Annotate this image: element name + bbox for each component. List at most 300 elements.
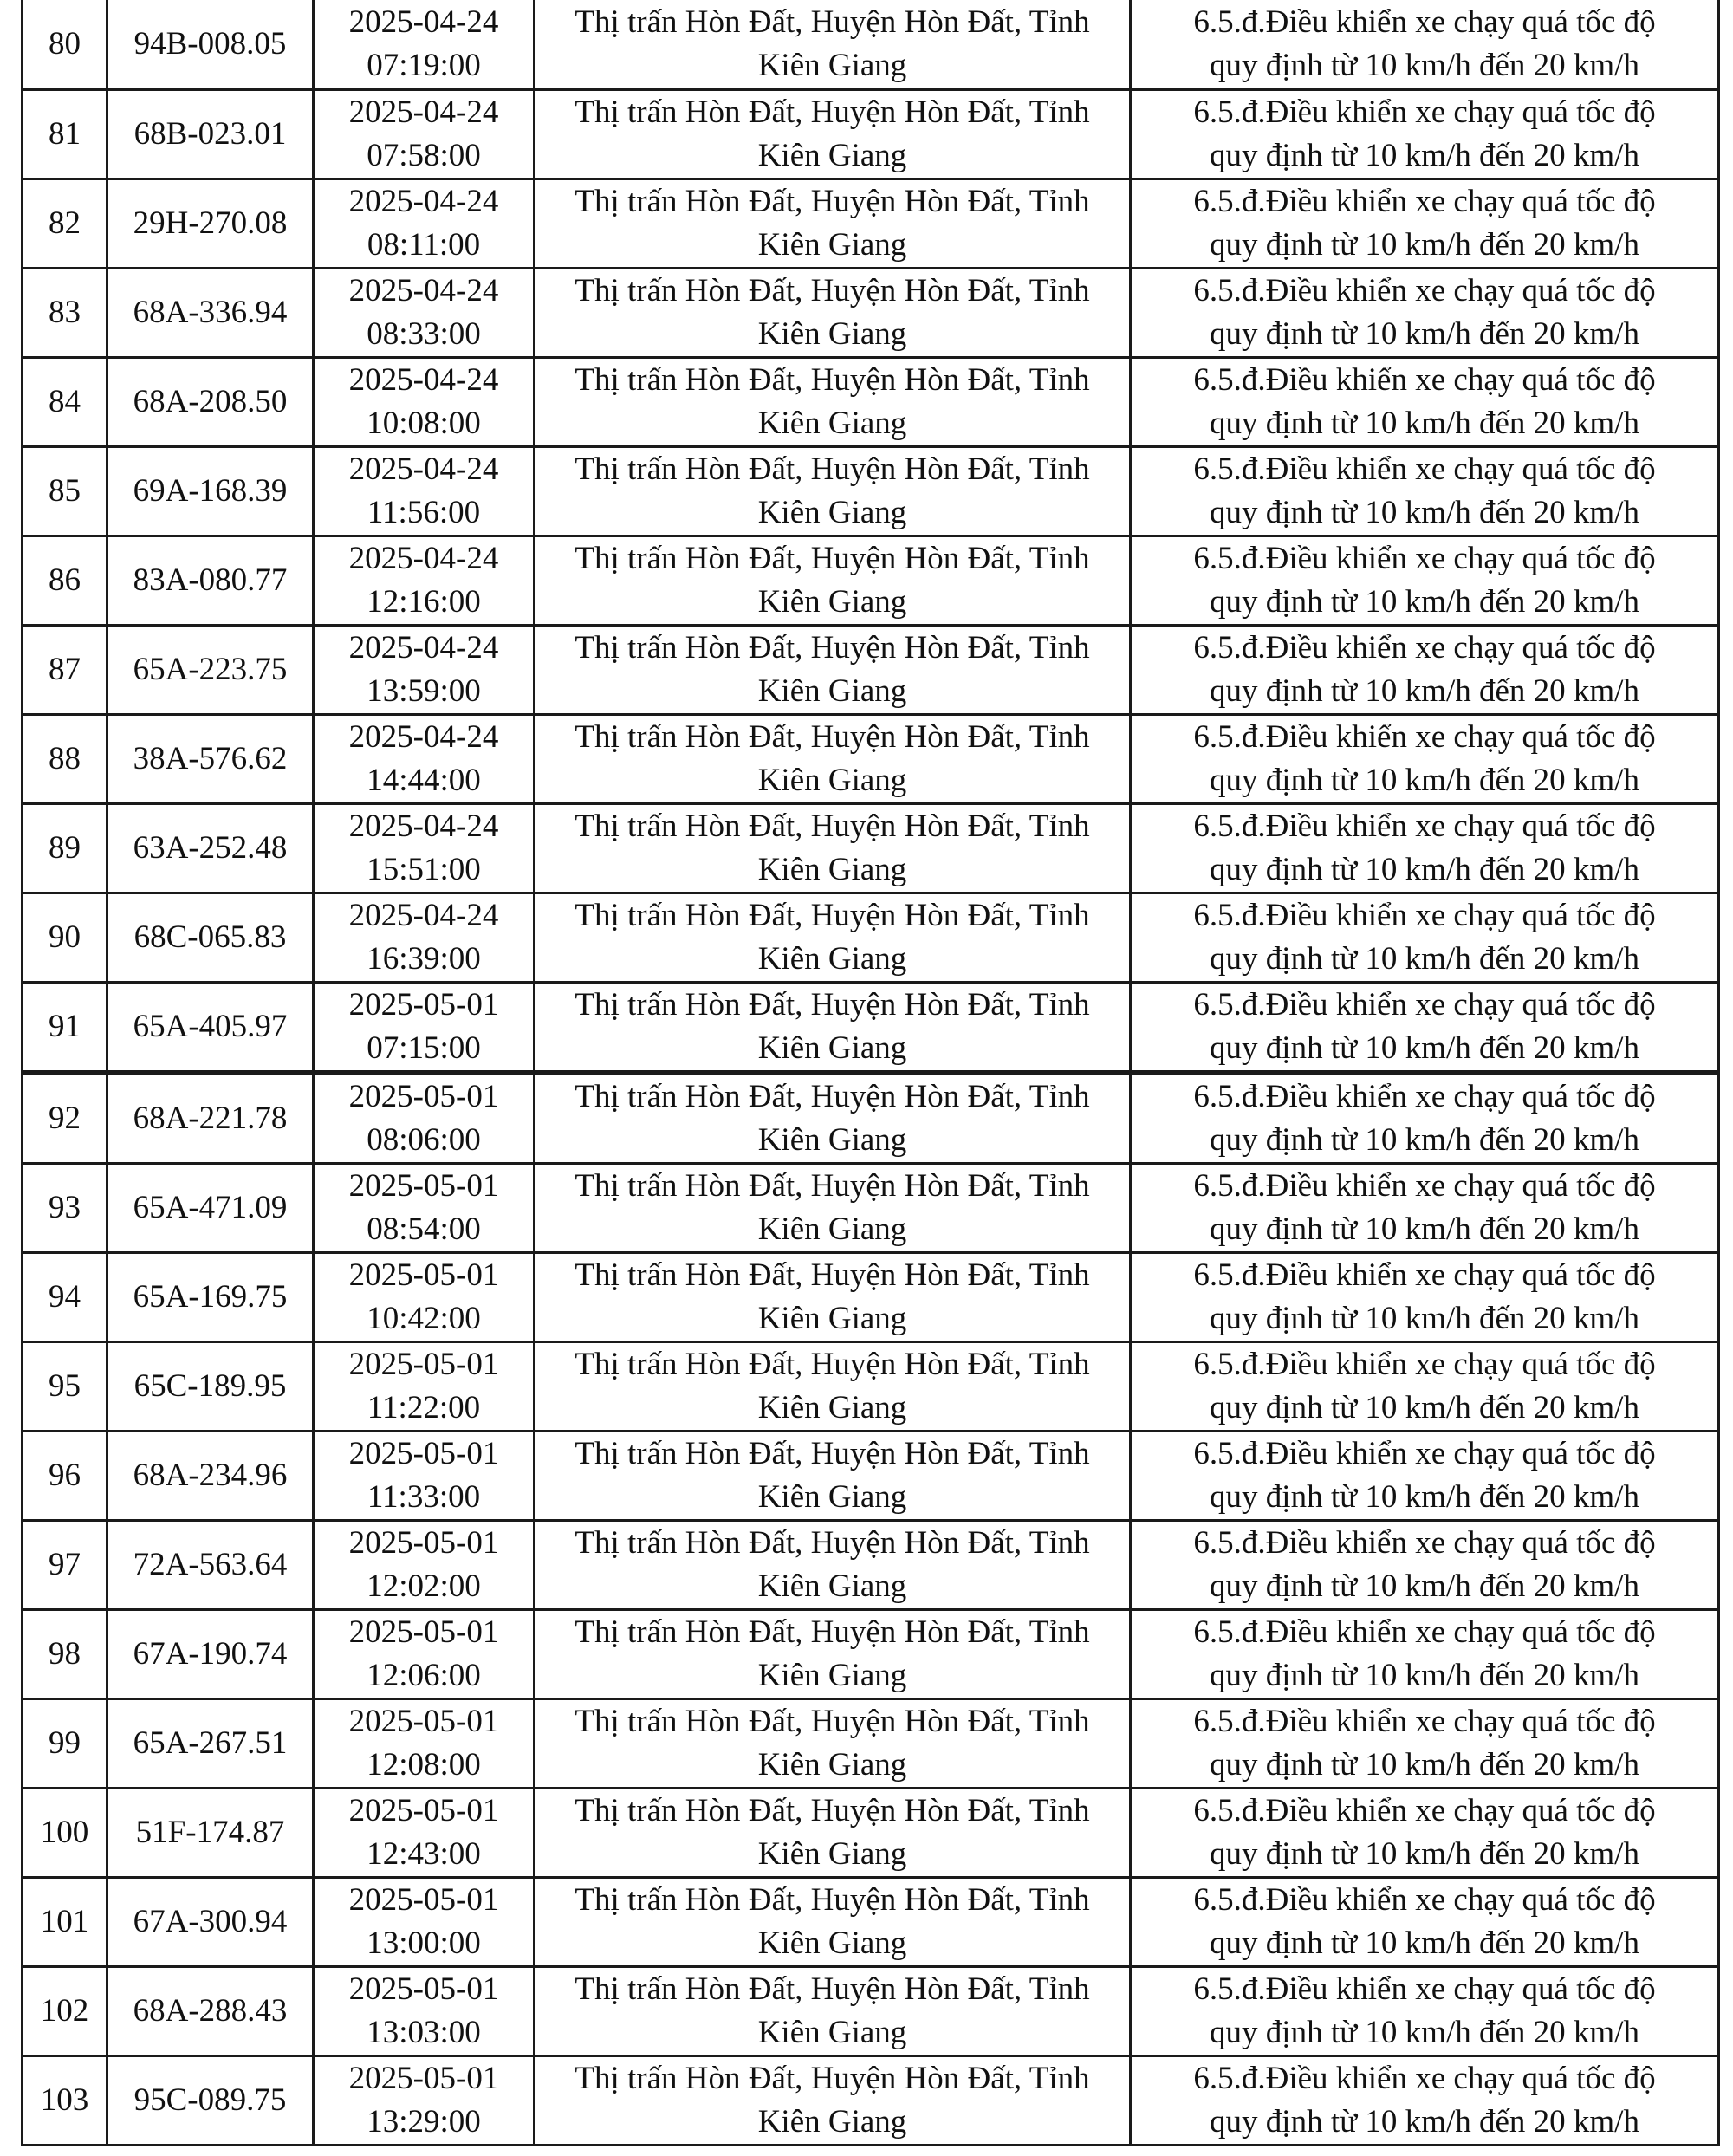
violation-time-cell: [314, 803, 535, 893]
row-number: 88: [49, 740, 81, 776]
location-line-2: Kiên Giang: [757, 1479, 907, 1515]
violation-date: 2025-05-01: [348, 1704, 499, 1739]
table-row: [23, 0, 1719, 89]
violation-line-1: 6.5.đ.Điều khiển xe chạy quá tốc độ: [1193, 540, 1656, 576]
violation-time-cell: [314, 1521, 535, 1610]
row-number: 102: [40, 1993, 89, 2029]
license-plate: 67A-190.74: [133, 1636, 288, 1672]
violation-time-cell: [314, 714, 535, 803]
license-plate: 69A-168.39: [133, 472, 288, 509]
row-number: 92: [49, 1101, 81, 1136]
license-plate: 65C-189.95: [133, 1368, 287, 1404]
location-cell: [535, 1253, 1131, 1342]
violation-time-cell: [314, 1699, 535, 1789]
row-number: 94: [49, 1279, 81, 1315]
row-number: 80: [49, 25, 81, 62]
violation-clock-time: 12:08:00: [367, 1747, 481, 1783]
violation-line-1: 6.5.đ.Điều khiển xe chạy quá tốc độ: [1193, 1257, 1656, 1293]
location-line-2: Kiên Giang: [757, 1301, 907, 1336]
location-line-1: Thị trấn Hòn Đất, Huyện Hòn Đất, Tỉnh: [574, 1168, 1090, 1204]
row-number: 97: [49, 1547, 81, 1582]
location-line-1: Thị trấn Hòn Đất, Huyện Hòn Đất, Tỉnh: [574, 2061, 1090, 2096]
location-line-1: Thị trấn Hòn Đất, Huyện Hòn Đất, Tỉnh: [574, 3, 1090, 40]
license-plate: 67A-300.94: [133, 1904, 288, 1939]
location-line-1: Thị trấn Hòn Đất, Huyện Hòn Đất, Tỉnh: [574, 1525, 1090, 1561]
violation-time-cell: [314, 0, 535, 89]
location-line-2: Kiên Giang: [757, 1747, 907, 1783]
location-line-1: Thị trấn Hòn Đất, Huyện Hòn Đất, Tỉnh: [574, 540, 1090, 576]
violation-line-2: quy định từ 10 km/h đến 20 km/h: [1210, 762, 1639, 798]
violation-clock-time: 08:33:00: [367, 315, 481, 352]
violation-date: 2025-05-01: [348, 1436, 499, 1471]
violation-clock-time: 15:51:00: [367, 851, 481, 887]
violation-cell: [1131, 893, 1719, 982]
location-line-2: Kiên Giang: [757, 1029, 907, 1066]
row-number-cell: [23, 1789, 107, 1878]
license-plate-cell: [107, 1699, 314, 1789]
location-line-2: Kiên Giang: [757, 1658, 907, 1693]
location-cell: [535, 268, 1131, 357]
license-plate-cell: [107, 0, 314, 89]
violation-line-2: quy định từ 10 km/h đến 20 km/h: [1210, 1925, 1639, 1961]
row-number: 87: [49, 651, 81, 687]
row-number-cell: [23, 2056, 107, 2146]
violation-cell: [1131, 803, 1719, 893]
row-number-cell: [23, 1878, 107, 1967]
location-cell: [535, 89, 1131, 179]
table-row: [23, 625, 1719, 714]
location-line-1: Thị trấn Hòn Đất, Huyện Hòn Đất, Tỉnh: [574, 1614, 1090, 1650]
violation-clock-time: 12:16:00: [367, 583, 481, 620]
violation-time-cell: [314, 357, 535, 446]
row-number: 99: [49, 1725, 81, 1761]
location-cell: [535, 714, 1131, 803]
violation-line-2: quy định từ 10 km/h đến 20 km/h: [1210, 315, 1639, 352]
license-plate-cell: [107, 1342, 314, 1432]
table-row: [23, 89, 1719, 179]
violation-time-cell: [314, 1164, 535, 1253]
location-line-1: Thị trấn Hòn Đất, Huyện Hòn Đất, Tỉnh: [574, 1704, 1090, 1739]
location-line-1: Thị trấn Hòn Đất, Huyện Hòn Đất, Tỉnh: [574, 1882, 1090, 1918]
violation-line-1: 6.5.đ.Điều khiển xe chạy quá tốc độ: [1193, 2061, 1656, 2096]
license-plate: 65A-471.09: [133, 1190, 288, 1225]
row-number: 96: [49, 1458, 81, 1493]
license-plate-cell: [107, 1967, 314, 2056]
license-plate-cell: [107, 625, 314, 714]
violation-cell: [1131, 2056, 1719, 2146]
location-line-2: Kiên Giang: [757, 583, 907, 620]
location-cell: [535, 536, 1131, 625]
location-cell: [535, 1521, 1131, 1610]
location-line-1: Thị trấn Hòn Đất, Huyện Hòn Đất, Tỉnh: [574, 718, 1090, 755]
license-plate: 65A-405.97: [133, 1008, 288, 1044]
row-number-cell: [23, 1521, 107, 1610]
violation-cell: [1131, 268, 1719, 357]
violation-cell: [1131, 536, 1719, 625]
license-plate: 95C-089.75: [133, 2082, 287, 2118]
violation-date: 2025-05-01: [348, 1614, 499, 1650]
violation-clock-time: 08:06:00: [367, 1122, 481, 1158]
violation-line-2: quy định từ 10 km/h đến 20 km/h: [1210, 494, 1639, 530]
row-number-cell: [23, 89, 107, 179]
violation-date: 2025-05-01: [348, 1079, 499, 1114]
location-line-2: Kiên Giang: [757, 1568, 907, 1604]
license-plate: 65A-223.75: [133, 651, 288, 687]
violation-clock-time: 11:22:00: [367, 1390, 481, 1425]
row-number-cell: [23, 357, 107, 446]
row-number-cell: [23, 625, 107, 714]
violation-line-1: 6.5.đ.Điều khiển xe chạy quá tốc độ: [1193, 1882, 1656, 1918]
violation-clock-time: 16:39:00: [367, 940, 481, 977]
violation-clock-time: 10:08:00: [367, 405, 481, 441]
violation-clock-time: 08:11:00: [367, 226, 481, 263]
row-number: 101: [40, 1904, 89, 1939]
license-plate-cell: [107, 1789, 314, 1878]
violation-line-1: 6.5.đ.Điều khiển xe chạy quá tốc độ: [1193, 3, 1656, 40]
license-plate: 68A-336.94: [133, 294, 288, 330]
license-plate: 51F-174.87: [135, 1815, 285, 1850]
violation-line-1: 6.5.đ.Điều khiển xe chạy quá tốc độ: [1193, 361, 1656, 398]
row-number: 91: [49, 1008, 81, 1044]
location-line-1: Thị trấn Hòn Đất, Huyện Hòn Đất, Tỉnh: [574, 1971, 1090, 2007]
violation-line-2: quy định từ 10 km/h đến 20 km/h: [1210, 1836, 1639, 1872]
violation-clock-time: 11:56:00: [367, 494, 481, 530]
row-number-cell: [23, 1253, 107, 1342]
location-line-1: Thị trấn Hòn Đất, Huyện Hòn Đất, Tỉnh: [574, 1436, 1090, 1471]
violation-cell: [1131, 1610, 1719, 1699]
violation-line-2: quy định từ 10 km/h đến 20 km/h: [1210, 1029, 1639, 1066]
location-line-1: Thị trấn Hòn Đất, Huyện Hòn Đất, Tỉnh: [574, 629, 1090, 666]
row-number-cell: [23, 1967, 107, 2056]
row-number-cell: [23, 982, 107, 1071]
violation-line-1: 6.5.đ.Điều khiển xe chạy quá tốc độ: [1193, 1614, 1656, 1650]
violation-line-2: quy định từ 10 km/h đến 20 km/h: [1210, 1301, 1639, 1336]
violation-line-1: 6.5.đ.Điều khiển xe chạy quá tốc độ: [1193, 808, 1656, 844]
violation-date: 2025-05-01: [348, 1882, 499, 1918]
violation-time-cell: [314, 1075, 535, 1164]
violation-clock-time: 11:33:00: [367, 1479, 481, 1515]
violation-time-cell: [314, 89, 535, 179]
row-number: 90: [49, 919, 81, 955]
license-plate: 68A-234.96: [133, 1458, 288, 1493]
license-plate-cell: [107, 1432, 314, 1521]
license-plate-cell: [107, 536, 314, 625]
table-row: [23, 803, 1719, 893]
violation-line-1: 6.5.đ.Điều khiển xe chạy quá tốc độ: [1193, 1971, 1656, 2007]
violation-date: 2025-05-01: [348, 1793, 499, 1828]
violation-cell: [1131, 982, 1719, 1071]
table-row: [23, 357, 1719, 446]
license-plate-cell: [107, 1610, 314, 1699]
violation-time-cell: [314, 1610, 535, 1699]
location-line-1: Thị trấn Hòn Đất, Huyện Hòn Đất, Tỉnh: [574, 1079, 1090, 1114]
row-number-cell: [23, 803, 107, 893]
table-row: [23, 1699, 1719, 1789]
violation-line-2: quy định từ 10 km/h đến 20 km/h: [1210, 47, 1639, 83]
license-plate-cell: [107, 357, 314, 446]
violation-cell: [1131, 1432, 1719, 1521]
row-number-cell: [23, 1610, 107, 1699]
violation-cell: [1131, 89, 1719, 179]
table-row: [23, 982, 1719, 1071]
row-number: 89: [49, 829, 81, 866]
violation-line-1: 6.5.đ.Điều khiển xe chạy quá tốc độ: [1193, 1525, 1656, 1561]
violation-date: 2025-04-24: [348, 272, 499, 308]
row-number: 83: [49, 294, 81, 330]
violation-clock-time: 12:06:00: [367, 1658, 481, 1693]
violation-line-1: 6.5.đ.Điều khiển xe chạy quá tốc độ: [1193, 183, 1656, 219]
license-plate-cell: [107, 803, 314, 893]
violation-cell: [1131, 1789, 1719, 1878]
violation-line-2: quy định từ 10 km/h đến 20 km/h: [1210, 2104, 1639, 2140]
violation-clock-time: 14:44:00: [367, 762, 481, 798]
location-cell: [535, 1610, 1131, 1699]
license-plate: 65A-267.51: [133, 1725, 288, 1761]
violation-date: 2025-04-24: [348, 183, 499, 219]
license-plate: 65A-169.75: [133, 1279, 288, 1315]
violation-date: 2025-05-01: [348, 1347, 499, 1382]
location-line-2: Kiên Giang: [757, 1122, 907, 1158]
location-line-1: Thị trấn Hòn Đất, Huyện Hòn Đất, Tỉnh: [574, 183, 1090, 219]
table-row: [23, 1789, 1719, 1878]
violation-line-2: quy định từ 10 km/h đến 20 km/h: [1210, 2015, 1639, 2050]
location-line-2: Kiên Giang: [757, 1211, 907, 1247]
license-plate-cell: [107, 268, 314, 357]
violation-cell: [1131, 625, 1719, 714]
violation-clock-time: 07:15:00: [367, 1029, 481, 1066]
violation-date: 2025-04-24: [348, 897, 499, 933]
location-line-1: Thị trấn Hòn Đất, Huyện Hòn Đất, Tỉnh: [574, 94, 1090, 130]
row-number: 81: [49, 115, 81, 152]
table-row: [23, 1432, 1719, 1521]
violation-line-2: quy định từ 10 km/h đến 20 km/h: [1210, 1122, 1639, 1158]
violation-cell: [1131, 1878, 1719, 1967]
row-number-cell: [23, 536, 107, 625]
location-line-1: Thị trấn Hòn Đất, Huyện Hòn Đất, Tỉnh: [574, 897, 1090, 933]
violation-line-2: quy định từ 10 km/h đến 20 km/h: [1210, 1390, 1639, 1425]
row-number: 93: [49, 1190, 81, 1225]
license-plate: 63A-252.48: [133, 829, 288, 866]
row-number-cell: [23, 1699, 107, 1789]
table-row: [23, 1521, 1719, 1610]
row-number: 86: [49, 562, 81, 598]
row-number: 103: [40, 2082, 89, 2118]
violation-time-cell: [314, 1789, 535, 1878]
location-line-2: Kiên Giang: [757, 47, 907, 83]
row-number-cell: [23, 1432, 107, 1521]
violation-cell: [1131, 1699, 1719, 1789]
violation-line-1: 6.5.đ.Điều khiển xe chạy quá tốc độ: [1193, 629, 1656, 666]
row-number-cell: [23, 714, 107, 803]
location-line-1: Thị trấn Hòn Đất, Huyện Hòn Đất, Tỉnh: [574, 272, 1090, 308]
license-plate-cell: [107, 2056, 314, 2146]
violation-time-cell: [314, 1432, 535, 1521]
violation-table-bottom: [21, 1073, 1720, 2146]
location-line-1: Thị trấn Hòn Đất, Huyện Hòn Đất, Tỉnh: [574, 1347, 1090, 1382]
violation-line-2: quy định từ 10 km/h đến 20 km/h: [1210, 1479, 1639, 1515]
license-plate-cell: [107, 714, 314, 803]
row-number: 95: [49, 1368, 81, 1404]
violation-line-2: quy định từ 10 km/h đến 20 km/h: [1210, 137, 1639, 173]
violation-date: 2025-05-01: [348, 1257, 499, 1293]
violation-time-cell: [314, 1342, 535, 1432]
location-line-2: Kiên Giang: [757, 1390, 907, 1425]
violation-line-2: quy định từ 10 km/h đến 20 km/h: [1210, 1658, 1639, 1693]
location-line-2: Kiên Giang: [757, 226, 907, 263]
location-line-2: Kiên Giang: [757, 672, 907, 709]
violation-line-1: 6.5.đ.Điều khiển xe chạy quá tốc độ: [1193, 272, 1656, 308]
violation-time-cell: [314, 2056, 535, 2146]
violation-time-cell: [314, 1878, 535, 1967]
table-row: [23, 446, 1719, 536]
location-cell: [535, 893, 1131, 982]
violation-date: 2025-04-24: [348, 540, 499, 576]
violation-time-cell: [314, 893, 535, 982]
location-cell: [535, 625, 1131, 714]
license-plate: 72A-563.64: [133, 1547, 288, 1582]
violation-line-2: quy định từ 10 km/h đến 20 km/h: [1210, 1211, 1639, 1247]
violation-cell: [1131, 1075, 1719, 1164]
violation-time-cell: [314, 982, 535, 1071]
row-number-cell: [23, 0, 107, 89]
violation-table-top: [21, 0, 1720, 1073]
violation-clock-time: 13:03:00: [367, 2015, 481, 2050]
violation-clock-time: 12:02:00: [367, 1568, 481, 1604]
violation-line-1: 6.5.đ.Điều khiển xe chạy quá tốc độ: [1193, 451, 1656, 487]
violation-line-1: 6.5.đ.Điều khiển xe chạy quá tốc độ: [1193, 1793, 1656, 1828]
row-number-cell: [23, 268, 107, 357]
license-plate: 68C-065.83: [133, 919, 287, 955]
violation-date: 2025-05-01: [348, 986, 499, 1023]
license-plate-cell: [107, 1164, 314, 1253]
location-line-2: Kiên Giang: [757, 1925, 907, 1961]
location-line-1: Thị trấn Hòn Đất, Huyện Hòn Đất, Tỉnh: [574, 361, 1090, 398]
violation-cell: [1131, 357, 1719, 446]
location-line-2: Kiên Giang: [757, 494, 907, 530]
row-number-cell: [23, 179, 107, 268]
violation-date: 2025-04-24: [348, 808, 499, 844]
violation-date: 2025-04-24: [348, 94, 499, 130]
license-plate-cell: [107, 1253, 314, 1342]
violation-line-2: quy định từ 10 km/h đến 20 km/h: [1210, 1747, 1639, 1783]
violation-date: 2025-05-01: [348, 2061, 499, 2096]
violation-time-cell: [314, 625, 535, 714]
location-cell: [535, 357, 1131, 446]
license-plate-cell: [107, 893, 314, 982]
violation-time-cell: [314, 1967, 535, 2056]
table-row: [23, 1967, 1719, 2056]
license-plate: 29H-270.08: [133, 205, 288, 241]
license-plate-cell: [107, 446, 314, 536]
violation-cell: [1131, 1521, 1719, 1610]
violation-line-1: 6.5.đ.Điều khiển xe chạy quá tốc độ: [1193, 897, 1656, 933]
table-row: [23, 1253, 1719, 1342]
violation-cell: [1131, 1253, 1719, 1342]
violation-line-2: quy định từ 10 km/h đến 20 km/h: [1210, 851, 1639, 887]
violation-date: 2025-04-24: [348, 361, 499, 398]
location-cell: [535, 0, 1131, 89]
table-row: [23, 1610, 1719, 1699]
violation-clock-time: 13:29:00: [367, 2104, 481, 2140]
violation-line-1: 6.5.đ.Điều khiển xe chạy quá tốc độ: [1193, 1436, 1656, 1471]
violation-cell: [1131, 446, 1719, 536]
violation-line-1: 6.5.đ.Điều khiển xe chạy quá tốc độ: [1193, 1168, 1656, 1204]
violation-cell: [1131, 714, 1719, 803]
location-line-2: Kiên Giang: [757, 762, 907, 798]
row-number: 100: [40, 1815, 89, 1850]
violation-cell: [1131, 1164, 1719, 1253]
violation-cell: [1131, 1967, 1719, 2056]
license-plate-cell: [107, 1521, 314, 1610]
location-line-2: Kiên Giang: [757, 2104, 907, 2140]
table-row: [23, 1342, 1719, 1432]
location-line-1: Thị trấn Hòn Đất, Huyện Hòn Đất, Tỉnh: [574, 808, 1090, 844]
location-cell: [535, 179, 1131, 268]
violation-time-cell: [314, 268, 535, 357]
license-plate-cell: [107, 89, 314, 179]
violation-clock-time: 07:58:00: [367, 137, 481, 173]
violation-line-2: quy định từ 10 km/h đến 20 km/h: [1210, 583, 1639, 620]
violation-date: 2025-04-24: [348, 718, 499, 755]
location-cell: [535, 1164, 1131, 1253]
violation-cell: [1131, 179, 1719, 268]
row-number: 85: [49, 472, 81, 509]
row-number-cell: [23, 446, 107, 536]
violation-time-cell: [314, 446, 535, 536]
row-number: 98: [49, 1636, 81, 1672]
location-line-1: Thị trấn Hòn Đất, Huyện Hòn Đất, Tỉnh: [574, 1257, 1090, 1293]
table-row: [23, 179, 1719, 268]
violation-line-2: quy định từ 10 km/h đến 20 km/h: [1210, 940, 1639, 977]
location-line-2: Kiên Giang: [757, 940, 907, 977]
location-cell: [535, 1075, 1131, 1164]
location-cell: [535, 1878, 1131, 1967]
license-plate: 83A-080.77: [133, 562, 288, 598]
violation-date: 2025-05-01: [348, 1525, 499, 1561]
location-line-2: Kiên Giang: [757, 315, 907, 352]
row-number-cell: [23, 1342, 107, 1432]
violation-date: 2025-05-01: [348, 1168, 499, 1204]
violation-clock-time: 08:54:00: [367, 1211, 481, 1247]
table-row: [23, 1878, 1719, 1967]
violation-clock-time: 10:42:00: [367, 1301, 481, 1336]
location-cell: [535, 803, 1131, 893]
location-line-1: Thị trấn Hòn Đất, Huyện Hòn Đất, Tỉnh: [574, 1793, 1090, 1828]
violation-line-2: quy định từ 10 km/h đến 20 km/h: [1210, 1568, 1639, 1604]
location-line-2: Kiên Giang: [757, 2015, 907, 2050]
violation-date: 2025-04-24: [348, 629, 499, 666]
license-plate-cell: [107, 982, 314, 1071]
license-plate-cell: [107, 1878, 314, 1967]
violation-line-1: 6.5.đ.Điều khiển xe chạy quá tốc độ: [1193, 986, 1656, 1023]
location-cell: [535, 1342, 1131, 1432]
row-number-cell: [23, 893, 107, 982]
license-plate-cell: [107, 1075, 314, 1164]
location-cell: [535, 2056, 1131, 2146]
license-plate-cell: [107, 179, 314, 268]
license-plate: 68A-288.43: [133, 1993, 288, 2029]
violation-cell: [1131, 1342, 1719, 1432]
violation-line-1: 6.5.đ.Điều khiển xe chạy quá tốc độ: [1193, 1079, 1656, 1114]
violation-time-cell: [314, 536, 535, 625]
location-cell: [535, 982, 1131, 1071]
violation-date: 2025-04-24: [348, 451, 499, 487]
table-row: [23, 1075, 1719, 1164]
violation-clock-time: 13:00:00: [367, 1925, 481, 1961]
violation-date: 2025-05-01: [348, 1971, 499, 2007]
table-row: [23, 2056, 1719, 2146]
table-row: [23, 268, 1719, 357]
